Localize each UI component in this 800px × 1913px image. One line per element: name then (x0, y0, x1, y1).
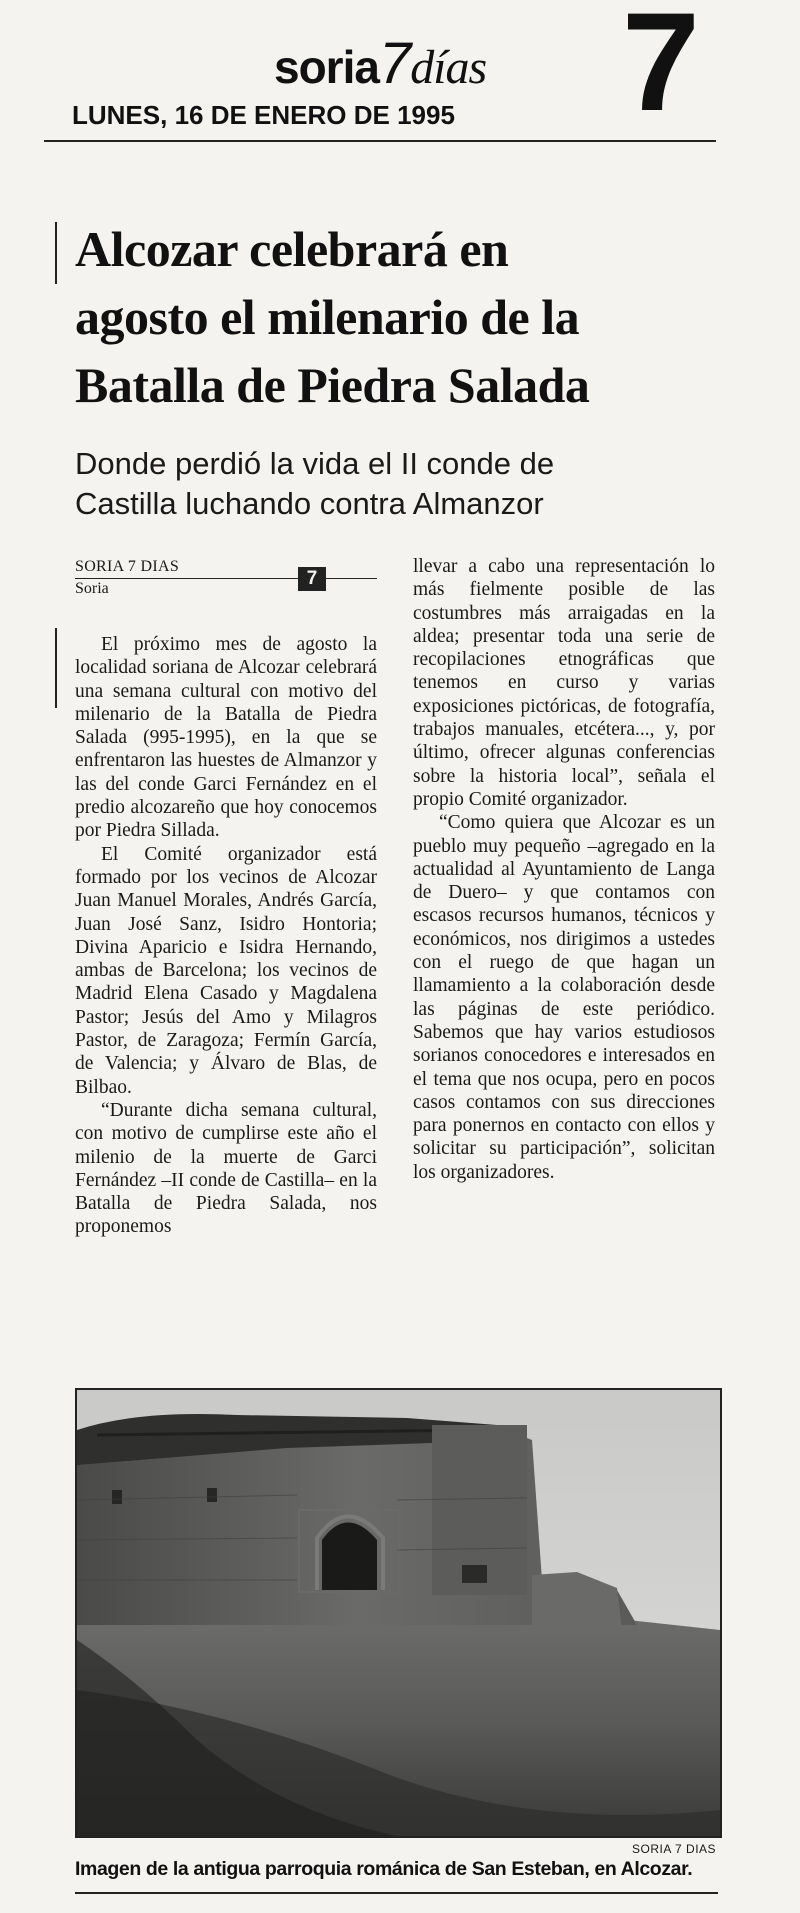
byline-logo: 7 (298, 567, 326, 591)
paragraph: El próximo mes de agosto la localidad soriana de Alcozar celebrará una semana cultural con motivo del milenario de la Batalla de Piedra Salada (995-1995), en la que se enfrentaron las huestes de Almanzor y las del conde Garci Fernández en el predio alcozareño que hoy conocemos por Piedra Sillada. (75, 634, 377, 842)
caption-rule (75, 1892, 718, 1894)
article-subhead: Donde perdió la vida el II conde de Castilla luchando contra Almanzor (75, 446, 555, 521)
paragraph: El Comité organizador está formado por los vecinos de Alcozar Juan Manuel Morales, Andrés García, Juan José Sanz, Isidro Hontoria; Divina Aparicio e Isidra Hernando, ambas de Barcelona; los vecinos de Madrid Elena Casado y Magdalena Pastor; Jesús del Amo y Milagros Pastor, de Zaragoza; Fermín García, de Valencia; y Álvaro de Blas, de Bilbao. (75, 843, 377, 1098)
byline-source: SORIA 7 DIAS (75, 558, 180, 575)
article-headline: Alcozar celebrará en agosto el milenario de la Batalla de Piedra Salada (75, 221, 590, 413)
page-number: 7 (622, 0, 700, 140)
church-photo (75, 1388, 722, 1838)
article-column-left (75, 633, 377, 1239)
logo-soria: soria (274, 41, 379, 93)
margin-bar-headline (55, 222, 57, 284)
byline-place: Soria (75, 580, 109, 597)
byline-rule (75, 578, 377, 579)
church-photo-illustration (77, 1390, 720, 1836)
logo-seven: 7 (378, 31, 411, 96)
paragraph: llevar a cabo una representación lo más fielmente posible de las costumbres más arraigadas en la aldea; presentar toda una serie de recopilaciones etnográficas que tenemos en curso y varias exposiciones pictóricas, de fotografía, trabajos manuales, etcétera..., y, por último, ofrecer algunas conferencias sobre la historia local”, señala el propio Comité organizador. (413, 556, 715, 810)
masthead-rule (44, 140, 716, 142)
masthead-logo (274, 30, 486, 97)
paragraph: “Como quiera que Alcozar es un pueblo muy pequeño –agregado en la actualidad al Ayuntamiento de Langa de Duero– y que contamos con escasos recursos humanos, técnicos y económicos, nos dirigimos a ustedes con el ruego de que hagan un llamamiento a la colaboración desde las páginas de este periódico. Sabemos que hay varios estudiosos sorianos conocedores e interesados en el tema que nos ocupa, pero en pocos casos contamos con sus direcciones para ponernos en contacto con ellos y solicitar su participación”, solicitan los organizadores. (413, 812, 715, 1183)
photo-credit: SORIA 7 DIAS (632, 1842, 717, 1856)
logo-dias: días (410, 41, 487, 94)
margin-bar-body (55, 628, 57, 708)
article-column-right (413, 555, 715, 1184)
issue-date: LUNES, 16 DE ENERO DE 1995 (72, 100, 455, 130)
photo-caption: Imagen de la antigua parroquia románica de San Esteban, en Alcozar. (75, 1858, 693, 1880)
paragraph: “Durante dicha semana cultural, con motivo de cumplirse este año el milenio de la muerte de Garci Fernández –II conde de Castilla– en la Batalla de Piedra Salada, nos proponemos (75, 1099, 377, 1238)
